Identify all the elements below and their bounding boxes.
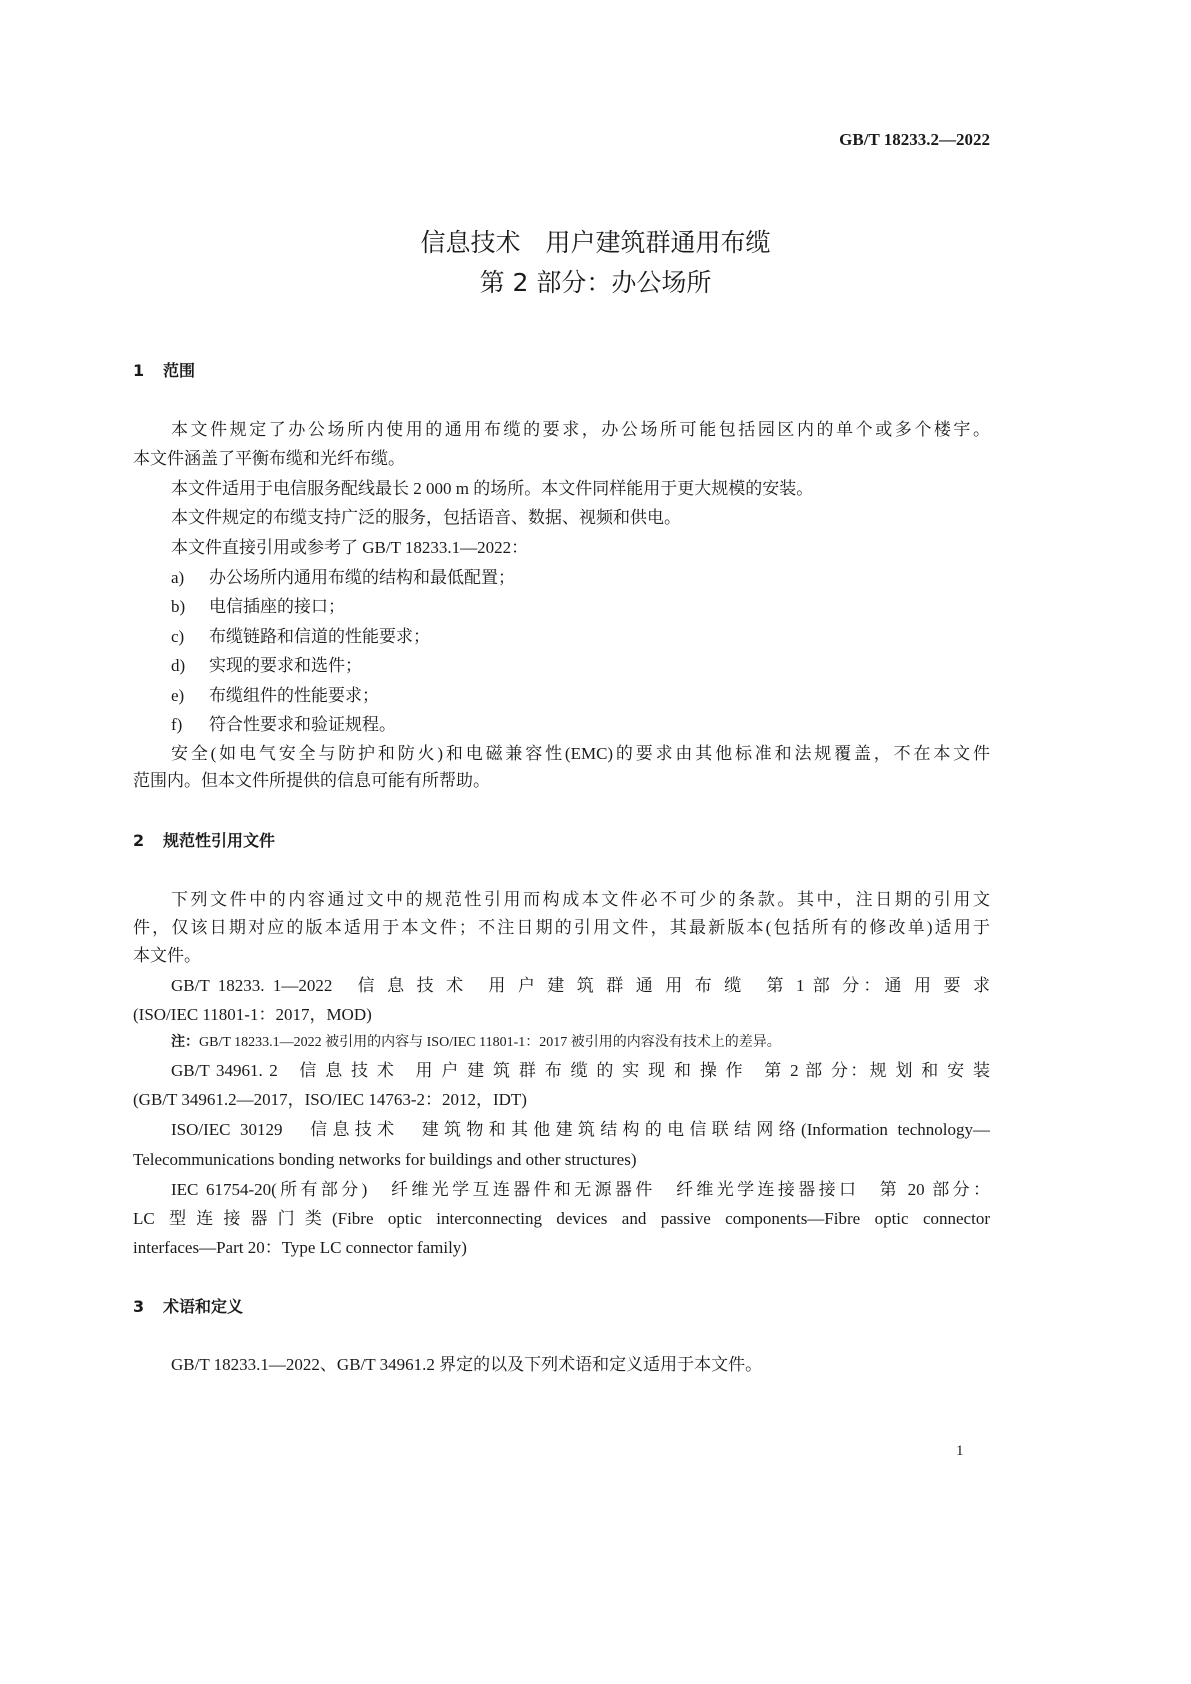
reference-entry: IEC 61754-20(所有部分) 纤维光学互连器件和无源器件 纤维光学连接器接口 第 20 部分：	[171, 1180, 990, 1199]
section-2-heading	[133, 829, 990, 853]
list-item	[171, 595, 1028, 619]
section-number: 1	[133, 361, 145, 380]
paragraph: 本文件直接引用或参考了 GB/T 18233.1—2022：	[171, 538, 529, 557]
list-item	[171, 625, 1028, 649]
list-item	[171, 684, 1028, 708]
paragraph: 下列文件中的内容通过文中的规范性引用而构成本文件必不可少的条款。其中，注日期的引用文	[171, 890, 990, 909]
paragraph: 件，仅该日期对应的版本适用于本文件；不注日期的引用文件，其最新版本(包括所有的修改单)适用于	[133, 918, 990, 937]
note	[171, 1030, 1028, 1055]
list-item	[171, 654, 1028, 678]
list-text: 实现的要求和选件；	[209, 656, 362, 675]
paragraph: 本文件。	[133, 946, 201, 965]
section-title: 规范性引用文件	[163, 831, 276, 850]
section-title: 范围	[163, 361, 196, 380]
paragraph: 安全(如电气安全与防护和防火)和电磁兼容性(EMC)的要求由其他标准和法规覆盖，不在本文件	[171, 744, 990, 763]
section-number: 2	[133, 831, 145, 850]
reference-entry: (GB/T 34961.2—2017，ISO/IEC 14763-2：2012，IDT)	[133, 1090, 527, 1109]
list-text: 符合性要求和验证规程。	[209, 715, 396, 734]
list-marker: d)	[171, 656, 186, 675]
reference-entry: LC 型连接器门类(Fibre optic interconnecting devices and passive components—Fibre optic connector	[133, 1209, 990, 1228]
reference-entry: ISO/IEC 30129 信息技术 建筑物和其他建筑结构的电信联结网络(Information technology—	[171, 1120, 990, 1139]
paragraph: 本文件适用于电信服务配线最长 2 000 m 的场所。本文件同样能用于更大规模的安装。	[171, 479, 814, 498]
list-marker: b)	[171, 597, 186, 616]
paragraph: 本文件规定了办公场所内使用的通用布缆的要求，办公场所可能包括园区内的单个或多个楼宇。	[171, 420, 990, 439]
reference-entry: GB/T 18233. 1—2022 信 息 技 术 用 户 建 筑 群 通 用 布 缆 第 1 部 分：通 用 要 求	[171, 976, 990, 995]
note-label: 注：	[171, 1034, 199, 1050]
section-number: 3	[133, 1297, 145, 1316]
list-text: 办公场所内通用布缆的结构和最低配置；	[209, 568, 515, 587]
paragraph: 范围内。但本文件所提供的信息可能有所帮助。	[133, 771, 490, 790]
document-title: 信息技术 用户建筑群通用布缆	[420, 228, 771, 257]
reference-entry: (ISO/IEC 11801-1：2017，MOD)	[133, 1005, 372, 1024]
note-text: GB/T 18233.1—2022 被引用的内容与 ISO/IEC 11801-1：2017 被引用的内容没有技术上的差异。	[199, 1035, 781, 1050]
page-number: 1	[956, 1443, 964, 1459]
paragraph: GB/T 18233.1—2022、GB/T 34961.2 界定的以及下列术语和定义适用于本文件。	[171, 1355, 763, 1374]
list-marker: c)	[171, 627, 185, 646]
list-marker: a)	[171, 568, 185, 587]
list-text: 电信插座的接口；	[209, 597, 345, 616]
reference-entry: GB/T 34961. 2 信 息 技 术 用 户 建 筑 群 布 缆 的 实 现 和 操 作 第 2 部 分：规 划 和 安 装	[171, 1061, 990, 1080]
list-marker: f)	[171, 715, 183, 734]
section-1-heading	[133, 359, 990, 383]
reference-entry: interfaces—Part 20：Type LC connector family)	[133, 1238, 467, 1257]
section-3-heading	[133, 1295, 990, 1319]
paragraph: 本文件规定的布缆支持广泛的服务，包括语音、数据、视频和供电。	[171, 508, 681, 527]
reference-entry: Telecommunications bonding networks for buildings and other structures)	[133, 1150, 637, 1169]
list-item	[171, 566, 1028, 590]
list-text: 布缆链路和信道的性能要求；	[209, 627, 430, 646]
standard-code: GB/T 18233.2—2022	[839, 130, 990, 149]
list-text: 布缆组件的性能要求；	[209, 686, 379, 705]
document-subtitle: 第 2 部分：办公场所	[479, 268, 712, 297]
section-title: 术语和定义	[163, 1297, 244, 1316]
paragraph: 本文件涵盖了平衡布缆和光纤布缆。	[133, 449, 405, 468]
list-item	[171, 713, 1028, 737]
list-marker: e)	[171, 686, 185, 705]
